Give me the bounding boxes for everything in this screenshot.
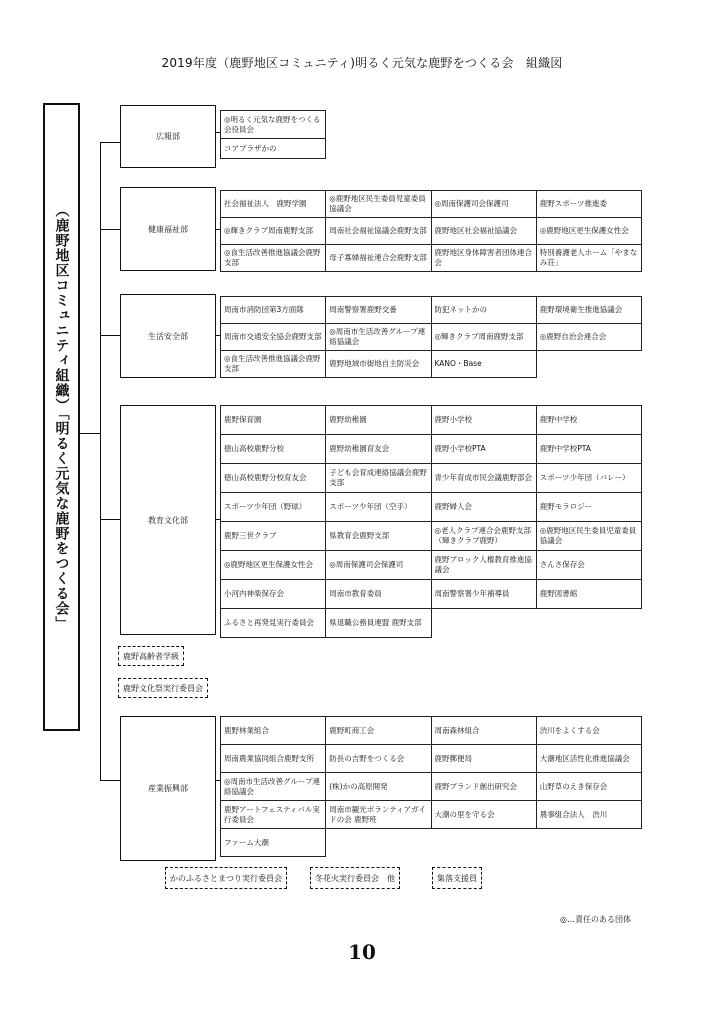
member-cell: 鹿野スポーツ推進委 — [537, 191, 642, 218]
member-cell: 鹿野ブロック人権教育推進協議会 — [432, 551, 537, 580]
connector-branch — [100, 229, 120, 230]
member-cell: 鹿野モラロジー — [537, 493, 642, 522]
member-cell: ◎周南保護司会保護司 — [326, 551, 431, 580]
member-cell: 鹿野環境衛生推進協議会 — [537, 297, 642, 324]
member-cell: 鹿野郵便局 — [432, 745, 537, 773]
member-cell: 子ども会育成連絡協議会鹿野支部 — [326, 464, 431, 493]
page-title: 2019年度（鹿野地区コミュニティ)明るく元気な鹿野をつくる会 組織図 — [161, 56, 563, 70]
member-cell: 防犯ネットかの — [432, 297, 537, 324]
member-cell: スポーツ少年団（空手） — [326, 493, 431, 522]
member-cell — [537, 609, 642, 638]
member-cell: 県退職公務員連盟 鹿野支部 — [326, 609, 431, 638]
member-cell: 鹿野三世クラブ — [221, 522, 326, 551]
connector-branch — [100, 780, 120, 781]
dept-kouhou — [120, 105, 216, 168]
member-cell: 周南市消防団第3方面隊 — [221, 297, 326, 324]
member-cell: 鹿野町商工会 — [326, 717, 431, 745]
member-cell: (株)かの高原開発 — [326, 773, 431, 801]
members-grid-kenkou — [220, 190, 642, 272]
member-cell: ◎食生活改善推進協議会鹿野支部 — [221, 245, 326, 272]
member-cell: ◎輝きクラブ周南鹿野支部 — [221, 218, 326, 245]
legend-note: ◎…責任のある団体 — [560, 915, 631, 924]
member-cell: 鹿野中学校 — [537, 406, 642, 435]
member-cell: ふるさと再発見実行委員会 — [221, 609, 326, 638]
member-cell: 周南森林組合 — [432, 717, 537, 745]
member-cell: 鹿野地域市街地自主防災会 — [326, 351, 431, 378]
member-cell: 鹿野地区身体障害者団体連合会 — [432, 245, 537, 272]
member-cell: スポーツ少年団（バレー） — [537, 464, 642, 493]
dept-label: 産業振興部 — [148, 784, 188, 793]
connector-root — [80, 433, 101, 434]
member-cell: コアプラザかの — [221, 139, 326, 159]
dept-seikatsu — [120, 294, 216, 378]
members-grid-kouhou — [220, 110, 326, 159]
member-cell: 鹿野幼稚園育友会 — [326, 435, 431, 464]
member-cell — [432, 609, 537, 638]
members-grid-sangyou — [220, 716, 642, 857]
member-cell: 山野草のえき保存会 — [537, 773, 642, 801]
member-cell — [537, 829, 642, 857]
member-cell: ◎周南市生活改善グループ連絡協議会 — [221, 773, 326, 801]
member-cell: ◎周南市生活改善グループ連絡協議会 — [326, 324, 431, 351]
member-cell: ◎鹿野地区民生委員児童委員協議会 — [326, 191, 431, 218]
connector-branch — [100, 519, 120, 520]
member-cell: 周南市交通安全協会鹿野支部 — [221, 324, 326, 351]
member-cell: 鹿野小学校 — [432, 406, 537, 435]
member-cell: 県教育会鹿野支部 — [326, 522, 431, 551]
members-grid-kyouiku — [220, 405, 642, 638]
member-cell: ファーム大潮 — [221, 829, 326, 857]
member-cell: 大潮地区活性化推進協議会 — [537, 745, 642, 773]
member-cell: 鹿野中学校PTA — [537, 435, 642, 464]
member-cell: ◎輝きクラブ周南鹿野支部 — [432, 324, 537, 351]
member-cell: 鹿野アートフェスティバル実行委員会 — [221, 801, 326, 829]
member-cell: 農事組合法人 渋川 — [537, 801, 642, 829]
member-cell: 鹿野保育園 — [221, 406, 326, 435]
connector-trunk — [100, 142, 101, 780]
member-cell: 鹿野ブランド創出研究会 — [432, 773, 537, 801]
member-cell — [432, 829, 537, 857]
bottom-dashed-group: 集落支援員 — [432, 867, 482, 889]
member-cell: 周南農業協同組合鹿野支所 — [221, 745, 326, 773]
member-cell: ◎明るく元気な鹿野をつくる会役員会 — [221, 111, 326, 139]
member-cell: 防長の吉野をつくる会 — [326, 745, 431, 773]
member-cell: 小河内神楽保存会 — [221, 580, 326, 609]
org-name-box — [43, 103, 80, 731]
member-cell: 鹿野小学校PTA — [432, 435, 537, 464]
member-cell: 周南社会福祉協議会鹿野支部 — [326, 218, 431, 245]
dept-label: 健康福祉部 — [148, 224, 188, 234]
member-cell: 渋川をよくする会 — [537, 717, 642, 745]
member-cell: 周南警察署鹿野交番 — [326, 297, 431, 324]
page-number: 10 — [348, 940, 376, 964]
member-cell: 鹿野婦人会 — [432, 493, 537, 522]
dept-kyouiku — [120, 405, 216, 635]
member-cell: 周南市教育委員 — [326, 580, 431, 609]
member-cell: 周南市観光ボランティアガイドの会 鹿野班 — [326, 801, 431, 829]
member-cell: ◎食生活改善推進協議会鹿野支部 — [221, 351, 326, 378]
member-cell: ◎周南保護司会保護司 — [432, 191, 537, 218]
dashed-group: 鹿野文化祭実行委員会 — [118, 678, 208, 698]
member-cell: 特別養護老人ホーム「やまなみ荘」 — [537, 245, 642, 272]
member-cell: KANO・Base — [432, 351, 537, 378]
member-cell: 鹿野図書館 — [537, 580, 642, 609]
member-cell: 大潮の里を守る会 — [432, 801, 537, 829]
members-grid-seikatsu — [220, 296, 642, 378]
org-name-label: （鹿野地区コミュニティ組織）「明るく元気な鹿野をつくる会」 — [53, 203, 70, 631]
member-cell: 青少年育成市民会議鹿野部会 — [432, 464, 537, 493]
connector-branch — [100, 335, 120, 336]
member-cell: 鹿野林業組合 — [221, 717, 326, 745]
bottom-dashed-group: 冬花火実行委員会 他 — [310, 867, 400, 889]
bottom-dashed-group: かのふるさとまつり実行委員会 — [165, 867, 287, 889]
dept-label: 生活安全部 — [148, 331, 188, 341]
member-cell: 徳山高校鹿野分校育友会 — [221, 464, 326, 493]
member-cell: 鹿野幼稚園 — [326, 406, 431, 435]
member-cell: ◎鹿野地区更生保護女性会 — [221, 551, 326, 580]
member-cell: さんさ保存会 — [537, 551, 642, 580]
member-cell: ◎鹿野地区更生保護女性会 — [537, 218, 642, 245]
member-cell: スポーツ少年団（野球） — [221, 493, 326, 522]
dashed-group: 鹿野高齢者学級 — [118, 646, 184, 666]
dept-label: 広報部 — [156, 132, 180, 141]
member-cell: 鹿野地区社会福祉協議会 — [432, 218, 537, 245]
dept-sangyou — [120, 716, 216, 861]
member-cell: 母子寡婦福祉連合会鹿野支部 — [326, 245, 431, 272]
member-cell: 社会福祉法人 鹿野学園 — [221, 191, 326, 218]
dept-kenkou — [120, 187, 216, 271]
connector-branch — [100, 142, 120, 143]
dept-label: 教育文化部 — [148, 515, 188, 525]
member-cell: 徳山高校鹿野分校 — [221, 435, 326, 464]
member-cell: ◎鹿野自治会連合会 — [537, 324, 642, 351]
member-cell: 周南警察署少年補導員 — [432, 580, 537, 609]
member-cell — [326, 829, 431, 857]
member-cell: ◎鹿野地区民生委員児童委員協議会 — [537, 522, 642, 551]
member-cell: ◎老人クラブ連合会鹿野支部（輝きクラブ鹿野） — [432, 522, 537, 551]
member-cell — [537, 351, 642, 378]
